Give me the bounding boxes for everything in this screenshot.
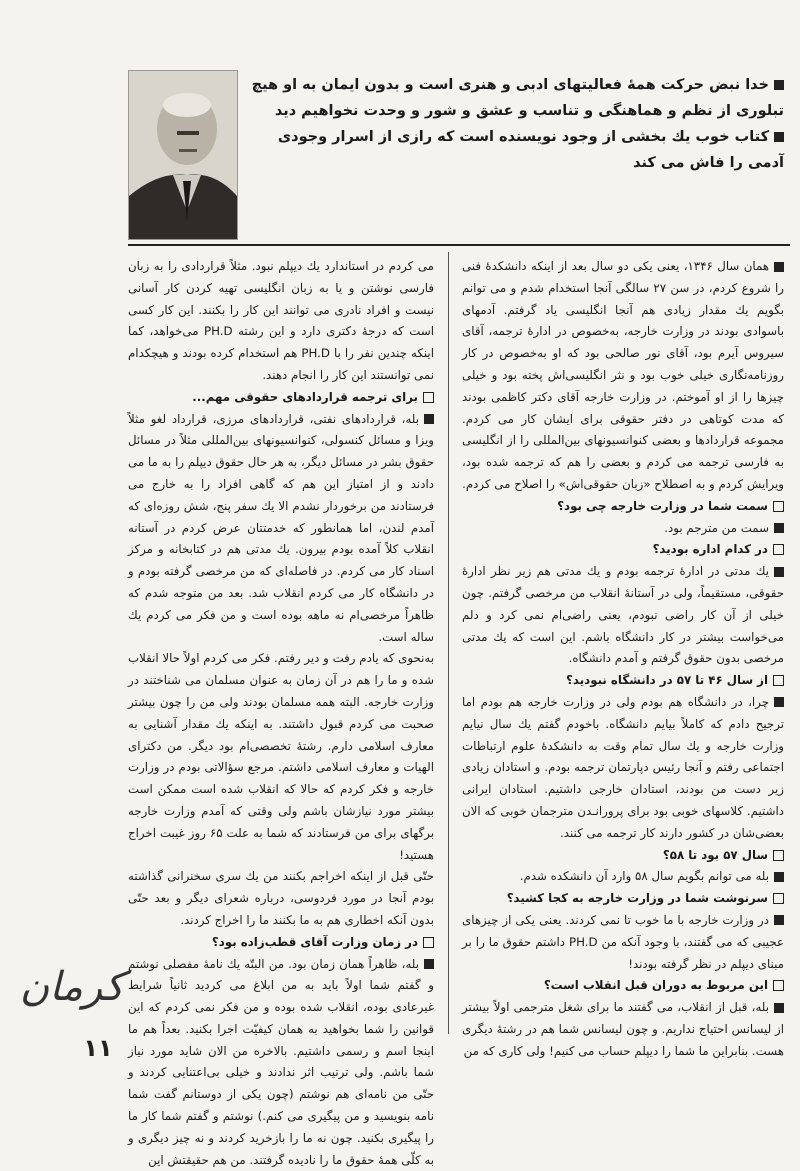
question-marker-icon (423, 937, 434, 948)
author-portrait (128, 70, 238, 240)
question-paragraph: برای ترجمه قراردادهای حقوقی مهم... (128, 387, 434, 409)
pull-quote (244, 72, 784, 124)
answer-marker-icon (424, 959, 434, 969)
question-marker-icon (773, 893, 784, 904)
answer-paragraph: می کردم در استاندارد یك دیپلم نبود. مثلاً قراردادی را به زبان فارسی نوشتن و یا به زبان انگلیسی تهیه کردن کار آسانی نیست و افراد نادری می توانند این کار را بکنند. این کار کسی است که درجهٔ دکتری دارد و این رشته PH.D می‌خواهد، کما اینکه چندین نفر را با PH.D هم استخدام کرده بودند و هیچکدام نمی توانستند این کار را انجام دهند. (128, 256, 434, 387)
answer-paragraph: حتّی قبل از اینکه اخراجم بکنند من یك سری سخنرانی گذاشته بودم آنجا در مورد فردوسی، درباره شعرای دیگر و بعد حتّی بدون آنکه اخطاری هم به ما بکنند ما را اخراج کردند. (128, 866, 434, 931)
question-marker-icon (773, 544, 784, 555)
question-paragraph: سال ۵۷ بود تا ۵۸؟ (462, 845, 784, 867)
answer-paragraph: به‌نحوی که یادم رفت و دیر رفتم. فکر می کردم اولاً حالا انقلاب شده و ما را هم در آن زمان به عنوان مسلمان می شناختند در وزارت خارجه. البته همه مسلمان بودند ولی من را چون بیشتر صحبت می کردم قبول داشتند. به اینکه یك مقدار آشنایی به معارف اسلامی دارم. رشتهٔ تخصصی‌ام بود دیگر. من دکترای الهیات و معارف اسلامی داشتم. مرجع سؤالاتی بودم در وزارت خارجه و فکر کردم که حالا که انقلاب شده است ممکن است بیشتر مورد نیازشان باشم ولی وقتی که آمدم وزارت خارجه برگهای برای من فرستادند که شما به علت ۶۵ روز غیبت اخراج هستید! (128, 648, 434, 866)
question-paragraph: سمت شما در وزارت خارجه چی بود؟ (462, 496, 784, 518)
right-column (462, 256, 784, 1062)
answer-marker-icon (774, 262, 784, 272)
answer-marker-icon (774, 697, 784, 707)
magazine-logo: کرمان (44, 964, 124, 1024)
header-divider (128, 244, 790, 246)
answer-marker-icon (774, 523, 784, 533)
answer-paragraph: بله، قبل از انقلاب، می گفتند ما برای شغل مترجمی اولاً بیشتر از لیسانس احتیاج نداریم. و چون لیسانس شما هم در رشتهٔ دیگری هست. بنابراین ما شما را دیپلم حساب می کنیم! ولی کاری که من (462, 997, 784, 1062)
pull-quote-text: خدا نبض حرکت همهٔ فعالیتهای ادبی و هنری است و بدون ایمان به او هیچ تبلوری از نظم و هماهنگی و تناسب و عشق و شور و وحدت نخواهیم دید (252, 77, 784, 119)
pull-quote (244, 124, 784, 176)
bullet-square-icon (774, 132, 784, 142)
page-number: ۱۱ (68, 1034, 128, 1068)
question-paragraph: از سال ۴۶ تا ۵۷ در دانشگاه نبودید؟ (462, 670, 784, 692)
answer-marker-icon (774, 915, 784, 925)
answer-paragraph: همان سال ۱۳۴۶، یعنی یکی دو سال بعد از اینکه دانشکدهٔ فنی را شروع کردم، در سن ۲۷ سالگی آنجا استخدام شدم و می توانم بگویم یك مقدار زیادی هم آنجا انگلیسی یاد گرفتم. آدمهای باسوادی بودند در وزارت خارجه، به‌خصوص در ادارهٔ ترجمه، آقای سیروس آیرم بود، آقای نور صالحی بود که او به‌خصوص در کار روزنامه‌نگاری خیلی خوب بود و نثر انگلیسی‌اش پخته بود و خیلی چیزها را از او آموختم. در وزارت خارجه آقای دکتر کاظمی بودند که مدت کوتاهی در دفتر حقوقی برای ایشان کار می کردم. مجموعه قراردادها و بعضی کنوانسیونهای بین‌المللی را از انگلیسی به فارسی ترجمه می کردم و بعضی را هم که ترجمه شده بود، ویرایش کردم و به اصطلاح «زبان حقوقی‌اش» را اصلاح می کردم. (462, 256, 784, 496)
answer-paragraph: یك مدتی در ادارهٔ ترجمه بودم و یك مدتی هم زیر نظر ادارهٔ حقوقی، مستقیماً، ولی در آستانهٔ انقلاب من مرخصی گرفتم. چون خیلی از آن کار راضی نبودم، یعنی راضی‌ام نمی کرد و دلم می‌خواست بیشتر در کار دانشگاه باشم. این است که یك مدتی مرخصی بدون حقوق گرفتم و آمدم دانشگاه. (462, 561, 784, 670)
answer-paragraph: در وزارت خارجه با ما خوب تا نمی کردند. یعنی یکی از چیزهای عجیبی که می گفتند، با وجود آنکه من PH.D داشتم حقوق ما را بر مبنای دیپلم در نظر گرفته بودند! (462, 910, 784, 975)
answer-marker-icon (424, 414, 434, 424)
answer-paragraph: بله، ظاهراً همان زمان بود. من البتّه یك نامهٔ مفصلی نوشتم و گفتم شما اولاً باید به من ابلاغ می کردید ثانیاً شرایط غیرعادی بوده، انقلاب شده بوده و من فکر نمی کردم که این قوانین را شما بخواهید به همان کیفیّت اجرا بکنید. بعداً هم ما اینجا اسم و رسمی داشتیم. بالاخره من الان شاید مورد نیاز شما باشم. ولی ترتیب اثر ندادند و خیلی بی‌اعتنایی کردند و حتّی من نامه‌ای هم نوشتم (چون یکی از دوستانم گفت شما نامه بنویسید و من پیگیری می کنم.) نوشتم و گفتم شما کار ما را پیگیری بکنید. چون نه ما را بازخرید کردند و نه چیز دیگری و به کلّی همهٔ حقوق ما را نادیده گرفتند. من هم حقیقتش این (128, 954, 434, 1171)
answer-paragraph: بله می توانم بگویم سال ۵۸ وارد آن دانشکده شدم. (462, 866, 784, 888)
question-marker-icon (773, 501, 784, 512)
question-marker-icon (773, 675, 784, 686)
question-paragraph: در زمان وزارت آقای قطب‌زاده بود؟ (128, 932, 434, 954)
question-paragraph: این مربوط به دوران قبل انقلاب است؟ (462, 975, 784, 997)
answer-paragraph: بله، قراردادهای نفتی، قراردادهای مرزی، قرارداد لغو مثلاً ویزا و مسائل کنسولی، کنوانسیونهای بین‌المللی مثلاً در مسائل حقوق بشر در مسائل دیگر، به هر حال حقوق دیپلم را به ما می دادند و از امتیاز این هم که گاهی افراد را به خارج می فرستادند من برخوردار نشدم الا یك سفر پنج، شش روزه‌ای که آمدم لندن، اما همانطور که خدمتتان عرض کردم در آستانه انقلاب کلاً آمده بودم بیرون. یك مدتی هم در کتابخانه و مرکز اسناد کار می کردم. در فاصله‌ای که من مرخصی گرفته بودم و در دانشگاه کار می کردم انقلاب شد. بعد من متوجه شدم که ظاهراً مرخصی‌ام نه ماهه بوده است و من فکر می کردم یك ساله است. (128, 409, 434, 649)
answer-marker-icon (774, 872, 784, 882)
left-column (128, 256, 434, 1171)
question-paragraph: سرنوشت شما در وزارت خارجه به کجا کشید؟ (462, 888, 784, 910)
bullet-square-icon (774, 80, 784, 90)
answer-marker-icon (774, 1003, 784, 1013)
answer-paragraph: سمت من مترجم بود. (462, 518, 784, 540)
pull-quote-text: کتاب خوب یك بخشی از وجود نویسنده است که رازی از اسرار وجودی آدمی را فاش می کند (278, 129, 784, 171)
answer-paragraph: چرا، در دانشگاه هم بودم ولی در وزارت خارجه هم بودم اما ترجیح دادم که کاملاً بیایم دانشگاه. باخودم گفتم یك سال نیایم وزارت خارجه و یك سال تمام وقت به دانشکدهٔ علوم ارتباطات اجتماعی رفتم و آنجا رئیس دپارتمان ترجمه بودم. و استادان زیادی زیر دست من بودند، استادان خارجی داشتیم. استادان ایرانی داشتیم. کلاسهای خوبی بود برای پرورانـدن مترجمان خوبی که الان بعضی‌شان در کشور دارند کار ترجمه می کنند. (462, 692, 784, 845)
question-marker-icon (423, 392, 434, 403)
answer-marker-icon (774, 567, 784, 577)
question-paragraph: در کدام اداره بودید؟ (462, 539, 784, 561)
question-marker-icon (773, 850, 784, 861)
pull-quotes (244, 72, 784, 176)
portrait-image-icon (129, 71, 237, 239)
question-marker-icon (773, 980, 784, 991)
column-divider (448, 252, 449, 1034)
